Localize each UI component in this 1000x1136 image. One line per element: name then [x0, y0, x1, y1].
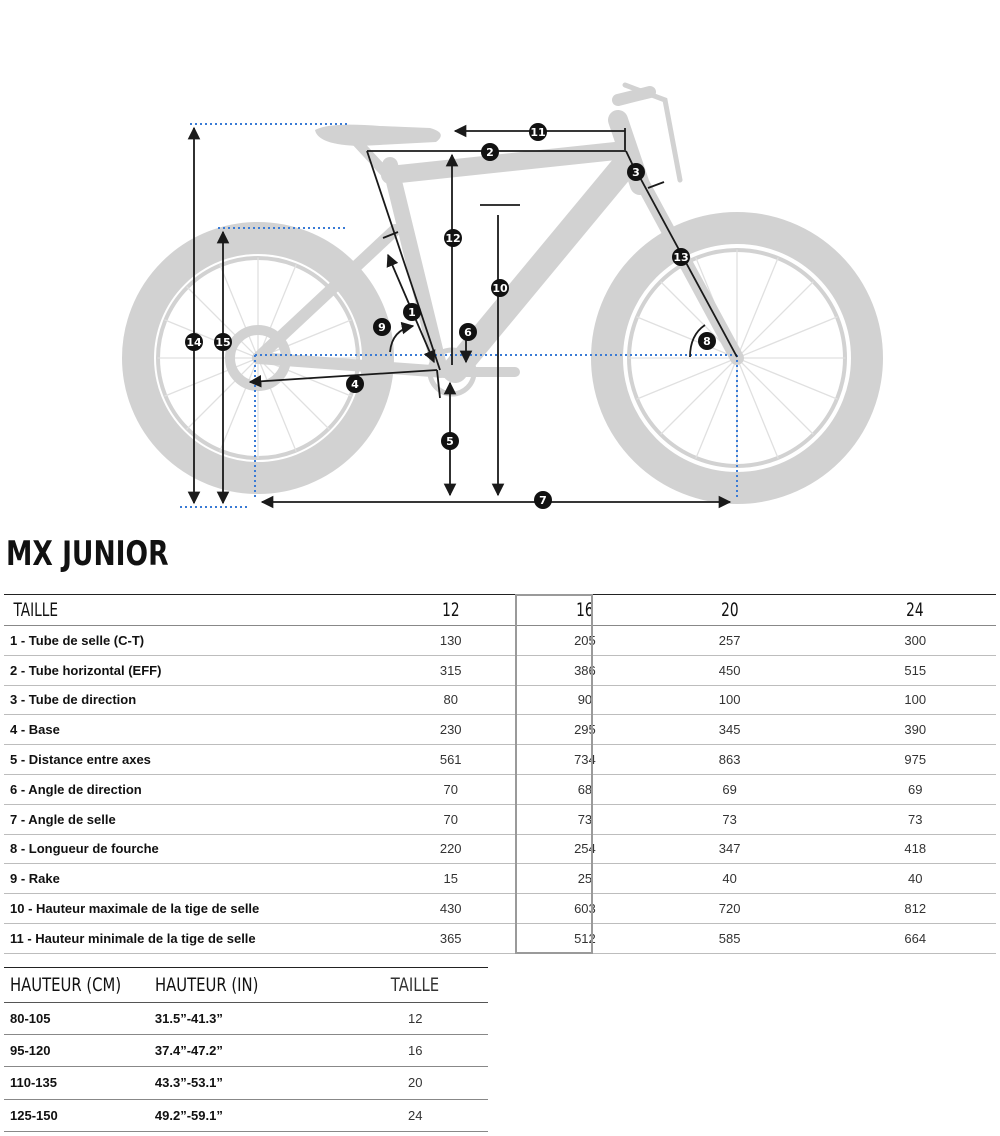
row-label: 5 - Distance entre axes [4, 745, 356, 775]
header-height-cm: HAUTEUR (CM) [4, 968, 155, 1003]
model-title: MX JUNIOR [6, 534, 169, 574]
header-size-24: 24 [834, 595, 996, 626]
size-header-row [4, 968, 488, 1003]
size-value: 12 [343, 1003, 488, 1035]
header-taille: TAILLE [4, 595, 356, 626]
table-row [4, 804, 996, 834]
cell-value: 130 [356, 626, 545, 656]
svg-text:8: 8 [703, 335, 711, 348]
height-in: 43.3”-53.1” [155, 1067, 343, 1099]
table-row [4, 715, 996, 745]
svg-text:1: 1 [408, 306, 416, 319]
cell-value: 73 [545, 804, 625, 834]
cell-value: 603 [545, 894, 625, 924]
cell-value: 69 [834, 774, 996, 804]
badge-9 [373, 318, 391, 336]
cell-value: 390 [834, 715, 996, 745]
badge-6 [459, 323, 477, 341]
header-height-in: HAUTEUR (IN) [155, 968, 343, 1003]
cell-value: 345 [625, 715, 835, 745]
cell-value: 70 [356, 804, 545, 834]
cell-value: 386 [545, 655, 625, 685]
cell-value: 418 [834, 834, 996, 864]
svg-text:4: 4 [351, 378, 359, 391]
seat-tube [390, 165, 440, 370]
height-cm: 125-150 [4, 1099, 155, 1131]
height-cm: 110-135 [4, 1067, 155, 1099]
cell-value: 254 [545, 834, 625, 864]
cell-value: 975 [834, 745, 996, 775]
cell-value: 720 [625, 894, 835, 924]
table-row [4, 626, 996, 656]
badge-12 [444, 229, 462, 247]
table-row [4, 834, 996, 864]
badge-3 [627, 163, 645, 181]
badge-1 [403, 303, 421, 321]
height-cm: 80-105 [4, 1003, 155, 1035]
table-row [4, 894, 996, 924]
cell-value: 315 [356, 655, 545, 685]
table-row [4, 1067, 488, 1099]
cell-value: 100 [834, 685, 996, 715]
cell-value: 73 [834, 804, 996, 834]
size-value: 24 [343, 1099, 488, 1131]
cell-value: 15 [356, 864, 545, 894]
row-label: 2 - Tube horizontal (EFF) [4, 655, 356, 685]
svg-text:2: 2 [486, 146, 494, 159]
row-label: 11 - Hauteur minimale de la tige de selle [4, 923, 356, 953]
size-value: 20 [343, 1067, 488, 1099]
row-label: 7 - Angle de selle [4, 804, 356, 834]
cell-value: 257 [625, 626, 835, 656]
cell-value: 100 [625, 685, 835, 715]
header-size-16: 16 [545, 595, 625, 626]
table-row [4, 864, 996, 894]
badge-10 [491, 279, 509, 297]
svg-text:10: 10 [492, 282, 508, 295]
badge-13 [672, 248, 690, 266]
table-row [4, 1035, 488, 1067]
cell-value: 664 [834, 923, 996, 953]
cell-value: 80 [356, 685, 545, 715]
badge-7 [534, 491, 552, 509]
cell-value: 68 [545, 774, 625, 804]
row-label: 6 - Angle de direction [4, 774, 356, 804]
cell-value: 812 [834, 894, 996, 924]
bike-geometry-diagram [0, 0, 1000, 520]
svg-text:3: 3 [632, 166, 640, 179]
cell-value: 430 [356, 894, 545, 924]
badge-11 [529, 123, 547, 141]
cell-value: 40 [834, 864, 996, 894]
table-row [4, 774, 996, 804]
row-label: 8 - Longueur de fourche [4, 834, 356, 864]
cell-value: 863 [625, 745, 835, 775]
height-in: 31.5”-41.3” [155, 1003, 343, 1035]
cell-value: 220 [356, 834, 545, 864]
table-row [4, 923, 996, 953]
svg-text:12: 12 [445, 232, 461, 245]
cell-value: 73 [625, 804, 835, 834]
geometry-header-row [4, 595, 996, 626]
cell-value: 230 [356, 715, 545, 745]
row-label: 10 - Hauteur maximale de la tige de selle [4, 894, 356, 924]
svg-text:15: 15 [215, 336, 231, 349]
height-in: 49.2”-59.1” [155, 1099, 343, 1131]
table-row [4, 685, 996, 715]
cell-value: 295 [545, 715, 625, 745]
size-value: 16 [343, 1035, 488, 1067]
row-label: 4 - Base [4, 715, 356, 745]
cell-value: 40 [625, 864, 835, 894]
height-cm: 95-120 [4, 1035, 155, 1067]
svg-text:6: 6 [464, 326, 472, 339]
badge-5 [441, 432, 459, 450]
height-in: 37.4”-47.2” [155, 1035, 343, 1067]
cell-value: 25 [545, 864, 625, 894]
cell-value: 561 [356, 745, 545, 775]
table-row [4, 1003, 488, 1035]
cell-value: 734 [545, 745, 625, 775]
row-label: 1 - Tube de selle (C-T) [4, 626, 356, 656]
badge-2 [481, 143, 499, 161]
saddle [315, 125, 441, 146]
table-row [4, 1099, 488, 1131]
svg-text:7: 7 [539, 494, 547, 507]
cell-value: 205 [545, 626, 625, 656]
cell-value: 90 [545, 685, 625, 715]
header-size-20: 20 [625, 595, 835, 626]
svg-text:5: 5 [446, 435, 454, 448]
badge-8 [698, 332, 716, 350]
cell-value: 300 [834, 626, 996, 656]
cell-value: 70 [356, 774, 545, 804]
cell-value: 585 [625, 923, 835, 953]
cell-value: 69 [625, 774, 835, 804]
svg-text:14: 14 [186, 336, 202, 349]
cell-value: 512 [545, 923, 625, 953]
badge-15 [214, 333, 232, 351]
header-size-12: 12 [356, 595, 545, 626]
svg-text:13: 13 [673, 251, 689, 264]
svg-text:9: 9 [378, 321, 386, 334]
table-row [4, 655, 996, 685]
badge-4 [346, 375, 364, 393]
table-row [4, 745, 996, 775]
rider-size-table [4, 967, 488, 1132]
cell-value: 347 [625, 834, 835, 864]
geometry-table [4, 594, 996, 954]
cell-value: 515 [834, 655, 996, 685]
top-tube [390, 150, 625, 175]
row-label: 9 - Rake [4, 864, 356, 894]
badge-14 [185, 333, 203, 351]
header-size: TAILLE [343, 968, 488, 1003]
cell-value: 450 [625, 655, 835, 685]
row-label: 3 - Tube de direction [4, 685, 356, 715]
cell-value: 365 [356, 923, 545, 953]
svg-text:11: 11 [530, 126, 546, 139]
